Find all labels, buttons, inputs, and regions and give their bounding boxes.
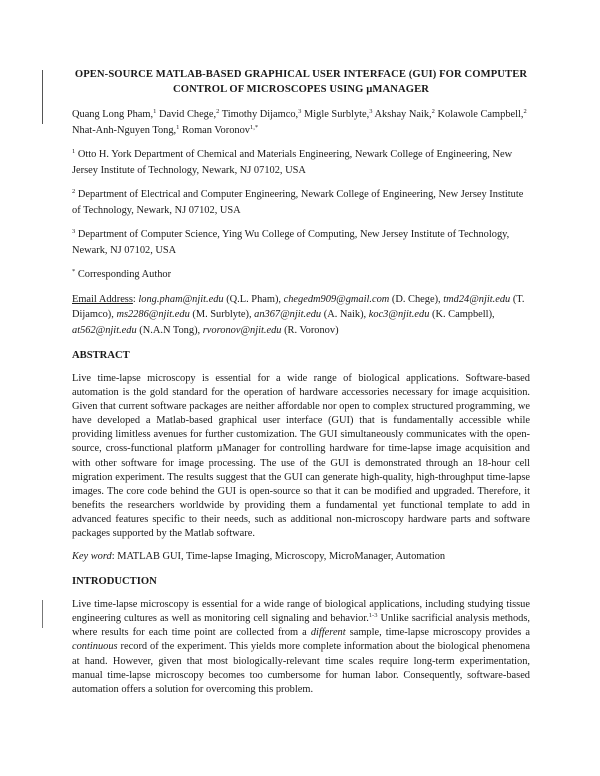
introduction-text: Live time-lapse microscopy is essential for a wide range of biological applications, including studying tissue engineering cultures as well as monitoring cell signaling and behavior.$^{1-3}$ Unlike sacrificial analysis methods, where results for each time point are collected from a different sample, time-lapse microscopy provides a continuous record of the experiment. This yields more complete information about the biological phenomena at hand. However, given that most biologically-relevant time scales require long-term experimentation, manual time-lapse microscopy becomes too cumbersome for human labor. Consequently, software-based automation offers a solution for overcoming this problem.: [72, 599, 530, 695]
email-link[interactable]: tmd24@njit.edu: [443, 293, 511, 305]
paper-content: [72, 67, 530, 697]
email-link[interactable]: ms2286@njit.edu: [116, 309, 190, 320]
margin-change-bar-lower: [42, 600, 43, 628]
affiliation-2: $^2$ Department of Electrical and Computer Engineering, Newark College of Engineering, New Jersey Institute of Technology, Newark, NJ 07102, USA: [72, 188, 524, 216]
keywords-label: Key word: [72, 551, 112, 563]
email-label: Email Address: [72, 293, 133, 305]
author: Quang Long Pham,$^1$: [72, 108, 157, 120]
author: Kolawole Campbell,$^2$: [434, 108, 527, 120]
affiliation-1: $^1$ Otto H. York Department of Chemical and Materials Engineering, Newark College of Engineering, New Jersey Institute of Technology, Newark, NJ 07102, USA: [72, 148, 513, 176]
email-link[interactable]: an367@njit.edu: [254, 309, 322, 320]
author: David Chege,$^2$: [156, 108, 220, 120]
author: Akshay Naik,$^2$: [372, 108, 435, 120]
corresponding-author: * Corresponding Author: [72, 268, 172, 280]
margin-change-bar: [42, 70, 43, 124]
author-list: [72, 107, 530, 138]
abstract-text: Live time-lapse microscopy is essential for a wide range of biological applications. Software-based automation is the gold standard for the operation of hardware accessories necessary for image acquisition. Given that current software packages are neither affordable nor open to complex structured programming, we have developed a Matlab-based graphical user interface (GUI) that is fundamentally accessible while providing limitless avenues for further customization. The GUI simultaneously communicates with the open-source, cross-functional platform µManager for controlling hardware for time-lapse image acquisition and with other software for image processing. The use of the GUI is demonstrated through an 18-hour cell migration experiment. The results suggest that the GUI can generate high-quality, high-throughput time-lapse images. The core code behind the GUI is open-source so that it can be modified and upgraded. Therefore, it benefits the researchers worldwide by providing them a fundamental yet functional template to add in advanced features specific to their needs, such as additional non-microscopy hardware parts and software packages supported by the Matlab software.: [72, 373, 530, 540]
keywords: Key word: MATLAB GUI, Time-lapse Imaging, Microscopy, MicroManager, Automation: [72, 551, 446, 563]
author: Migle Surblyte,$^3$: [301, 108, 373, 120]
email-addresses: Email Address: long.pham@njit.edu (Q.L. Pham), chegedm909@gmail.com (D. Chege), tmd24@njit.edu (T. Dijamco), ms2286@njit.edu (M. Surblyte), an367@njit.edu (A. Naik), koc3@njit.edu (K. Campbell), at562@njit.edu (N.A.N Tong), rvoronov@njit.edu (R. Voronov): [72, 293, 525, 336]
introduction-heading: INTRODUCTION: [72, 576, 157, 588]
email-link[interactable]: chegedm909@gmail.com: [283, 293, 390, 305]
email-link[interactable]: long.pham@njit.edu: [138, 293, 224, 305]
affiliation-3: $^3$ Department of Computer Science, Ying Wu College of Computing, New Jersey Institute of Technology, Newark, NJ 07102, USA: [72, 228, 510, 256]
author: Roman Voronov$^{1,*}$: [179, 123, 259, 136]
email-link[interactable]: koc3@njit.edu: [368, 309, 430, 320]
paper-title: OPEN-SOURCE MATLAB-BASED GRAPHICAL USER INTERFACE (GUI) FOR COMPUTER CONTROL OF MICROSCOPES USING µMANAGER: [74, 69, 528, 95]
email-link[interactable]: rvoronov@njit.edu: [202, 324, 282, 336]
author: Nhat-Anh-Nguyen Tong,$^1$: [72, 123, 180, 136]
abstract-heading: ABSTRACT: [72, 350, 130, 361]
author: Timothy Dijamco,$^3$: [219, 108, 302, 120]
email-link[interactable]: at562@njit.edu: [72, 324, 137, 336]
